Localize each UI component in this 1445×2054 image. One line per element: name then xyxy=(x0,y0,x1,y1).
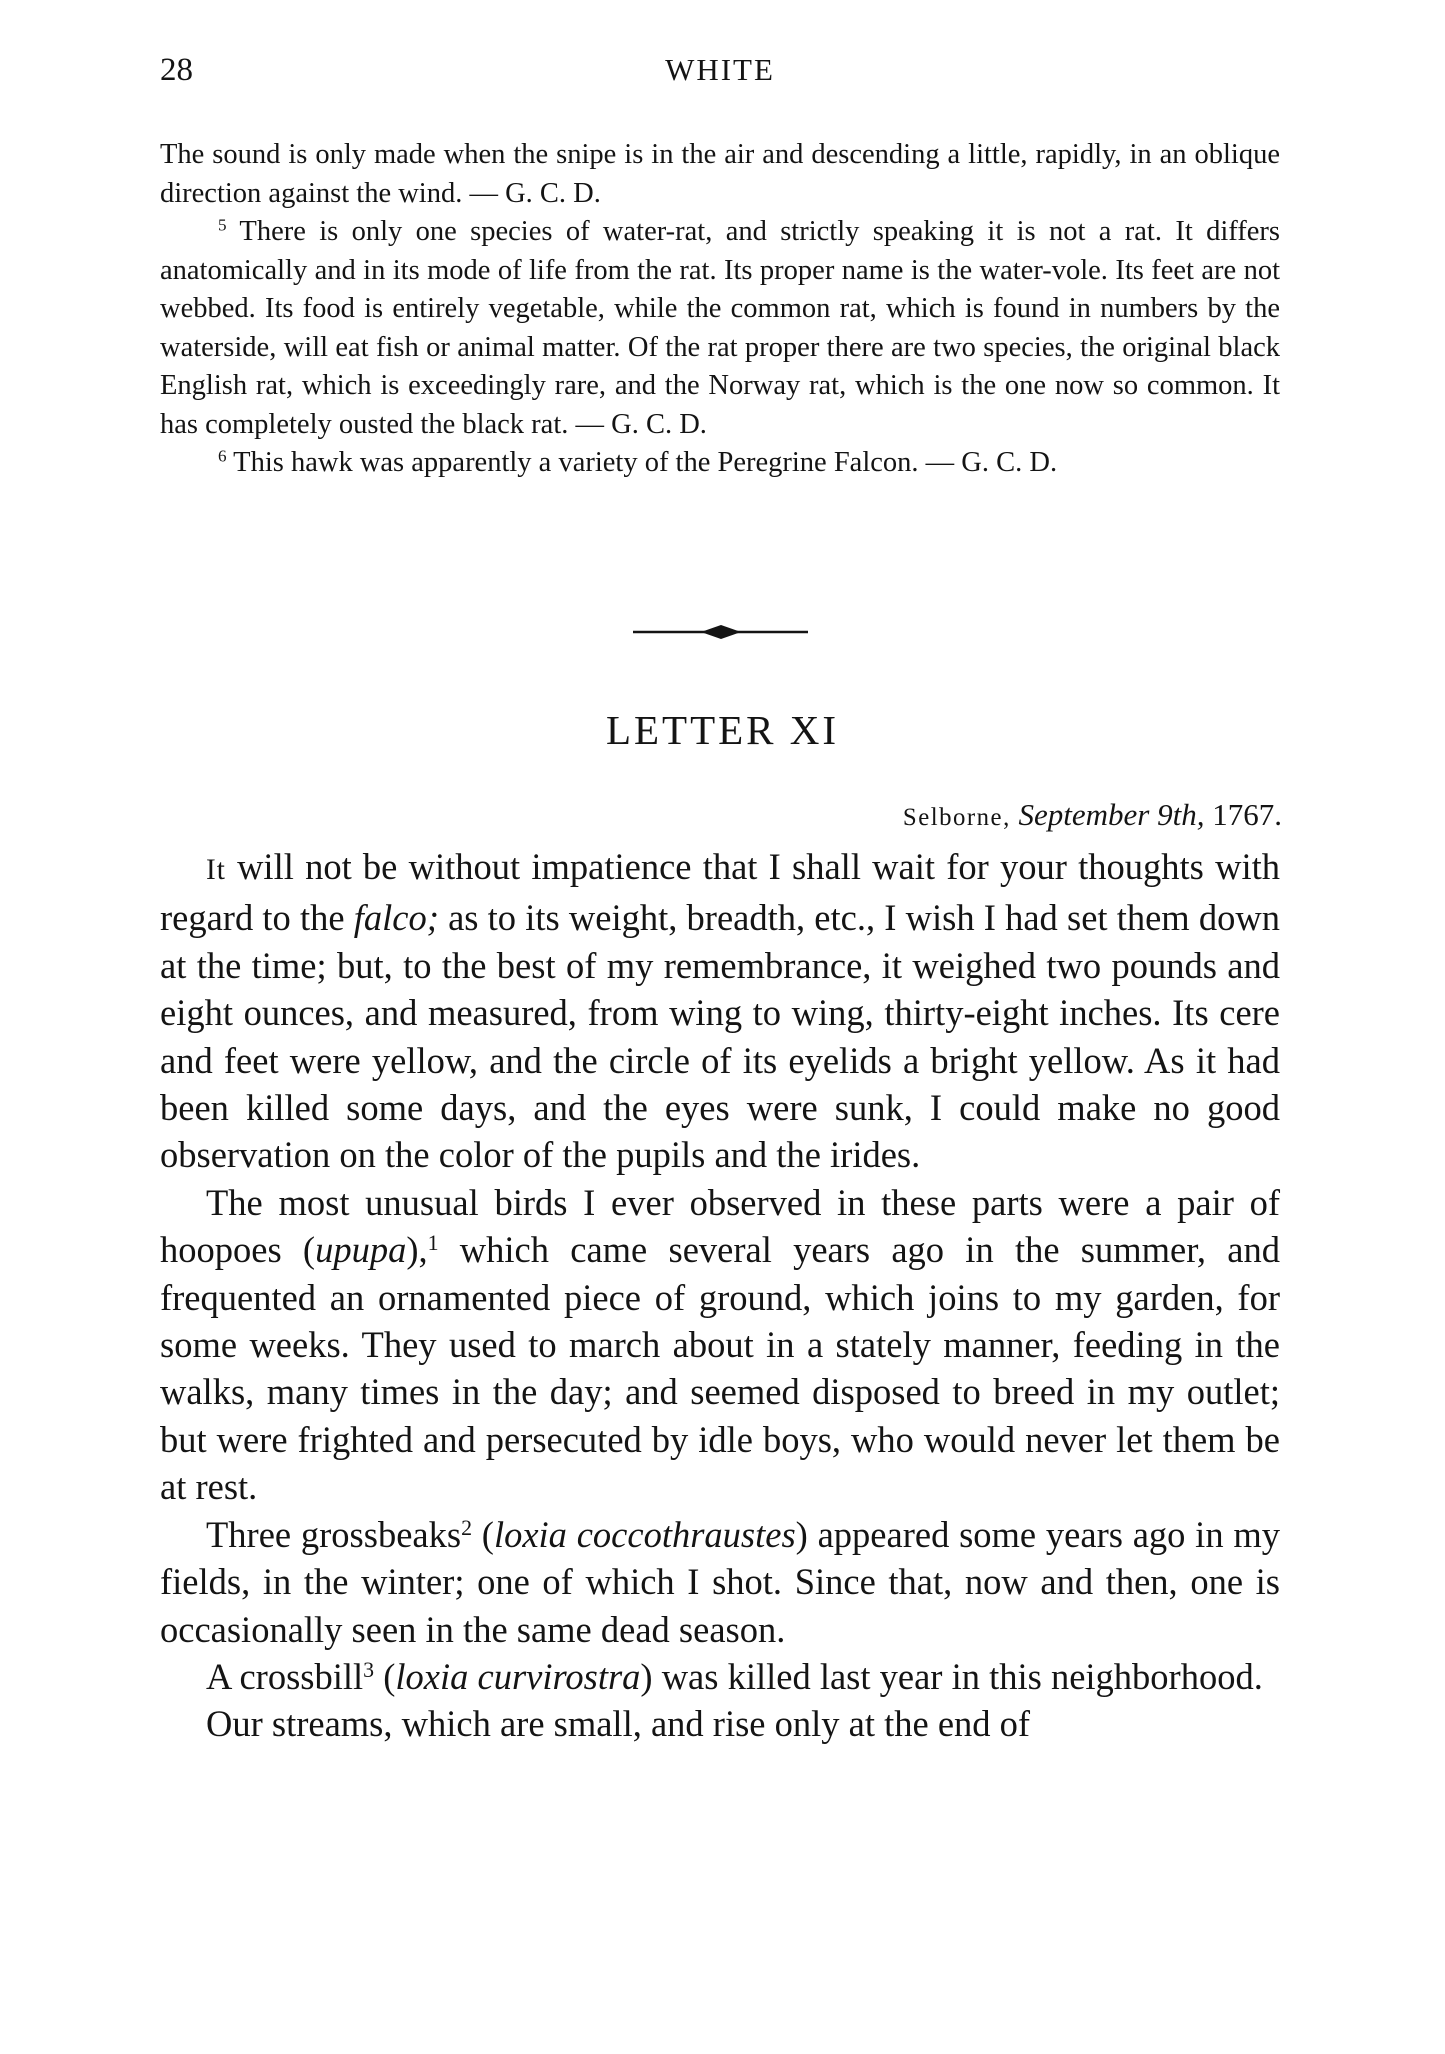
footnote-5-mark: 5 xyxy=(218,215,227,235)
letter-dateline xyxy=(903,797,1282,833)
paragraph-1-text-a: will not be without impatience that I shall wait for your thoughts with regard to the xyxy=(160,846,1280,939)
footnote-continuation: The sound is only made when the snipe is in the air and descending a little, rapidly, in an oblique direction against the wind. — G. C. D. xyxy=(160,139,1280,209)
page-number: 28 xyxy=(160,52,193,88)
running-head: WHITE xyxy=(665,52,775,87)
letter-body xyxy=(160,843,1280,1748)
paragraph-4-text-a: A crossbill xyxy=(206,1655,364,1697)
paragraph-3-text-b: ) appeared some years ago in my fields, in the winter; one of which I shot. Since that, now and then, one is occasionally seen in the same dead season. xyxy=(160,1513,1280,1650)
footnote-6-text: This hawk was apparently a variety of the Peregrine Falcon. — G. C. D. xyxy=(233,447,1058,478)
paragraph-4-open: ( xyxy=(374,1655,396,1697)
page-header xyxy=(160,52,1280,96)
footnote-6-mark: 6 xyxy=(218,446,227,466)
letter-title: LETTER XI xyxy=(605,707,840,753)
paragraph-4-italic: loxia curvirostra xyxy=(395,1655,641,1697)
footnote-5-text: There is only one species of water-rat, and strictly speaking it is not a rat. It differs anatomically and in its mode of life from the rat. Its proper name is the water-vole. Its feet are not webbed. Its food is entirely vegetable, while the common rat, which is found in numbers by the waterside, will eat fish or animal matter. Of the rat proper there are two species, the original black English rat, which is exceedingly rare, and the Norway rat, which is the one now so common. It has completely ousted the black rat. — G. C. D. xyxy=(160,216,1280,440)
paragraph-1 xyxy=(160,843,1280,1179)
dateline-place: Selborne, xyxy=(902,804,1011,831)
dateline-year: 1767. xyxy=(1212,797,1282,832)
paragraph-1-text-b: as to its weight, breadth, etc., I wish I had set them down at the time; but, to the best of my remembrance, it weighed two pounds and eight ounces, and measured, from wing to wing, thirty-eight inches. Its cere and feet were yellow, and the circle of its eyelids a bright yellow. As it had been killed some days, and the eyes were sunk, I could make no good observation on the color of the pupils and the irides. xyxy=(160,897,1280,1176)
paragraph-2-text-a: The most unusual birds I ever observed in these parts were a pair of hoopoes ( xyxy=(160,1181,1280,1271)
section-divider-ornament xyxy=(633,620,808,644)
footnote-5 xyxy=(160,213,1280,444)
footnotes-block xyxy=(160,136,1280,483)
paragraph-4-note-mark: 3 xyxy=(363,1656,375,1682)
paragraph-2-text-b: which came several years ago in the summer, and frequented an ornamented piece of ground, which joins to my garden, for some weeks. They used to march about in a stately manner, feeding in the walks, many times in the day; and seemed disposed to breed in my outlet; but were frighted and persecuted by idle boys, who would never let them be at rest. xyxy=(160,1229,1280,1508)
paragraph-4-text-b: ) was killed last year in this neighborhood. xyxy=(640,1655,1263,1697)
paragraph-1-italic: falco; xyxy=(353,897,439,939)
footnote-6 xyxy=(160,444,1280,483)
paragraph-4 xyxy=(160,1653,1280,1700)
paragraph-2-close: ), xyxy=(406,1229,428,1271)
dateline-date: September 9th, xyxy=(1018,797,1205,832)
paragraph-3 xyxy=(160,1511,1280,1653)
paragraph-3-open: ( xyxy=(472,1513,494,1555)
paragraph-2-note-mark: 1 xyxy=(427,1230,439,1256)
paragraph-1-opening: It xyxy=(206,854,226,886)
paragraph-3-note-mark: 2 xyxy=(461,1514,473,1540)
paragraph-2 xyxy=(160,1179,1280,1511)
paragraph-5: Our streams, which are small, and rise only at the end of xyxy=(206,1703,1031,1745)
paragraph-2-italic: upupa xyxy=(315,1229,407,1271)
paragraph-3-italic: loxia coccothraustes xyxy=(493,1513,796,1555)
paragraph-3-text-a: Three grossbeaks xyxy=(206,1513,462,1555)
